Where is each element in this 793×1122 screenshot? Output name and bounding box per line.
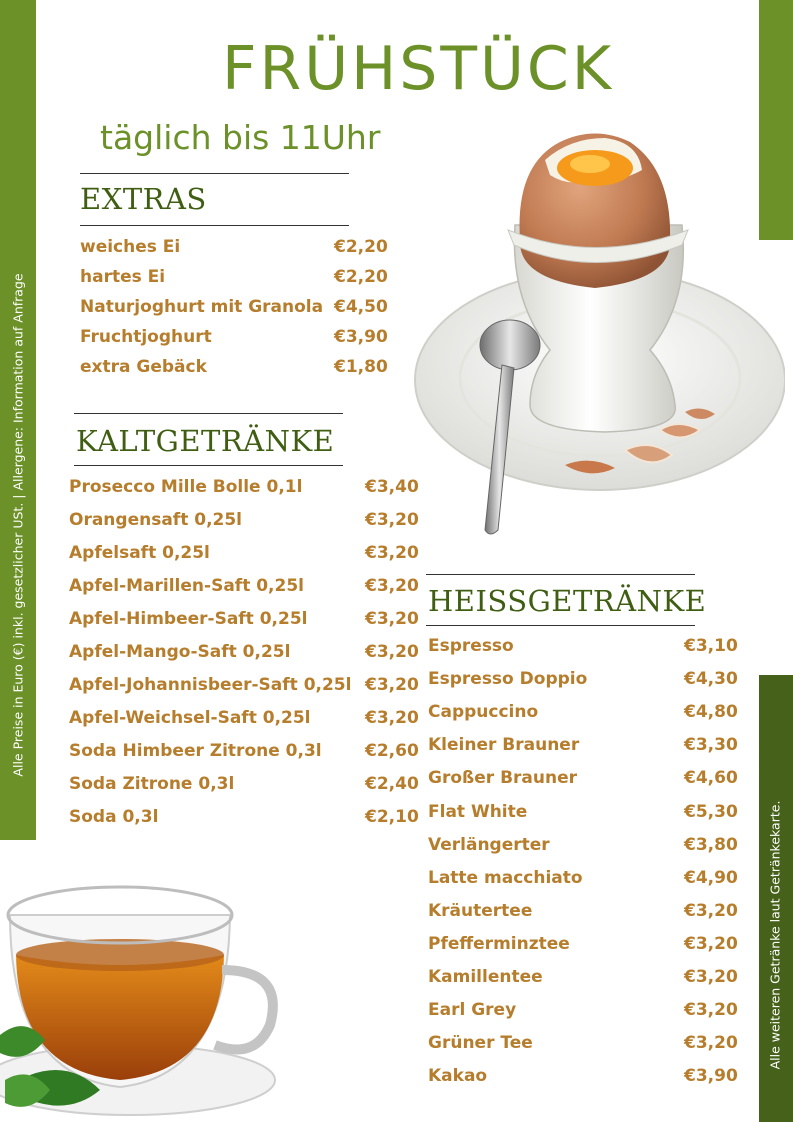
kalt-item-price: €2,40 xyxy=(365,774,419,794)
tea-cup-illustration xyxy=(0,875,290,1122)
heiss-item-price: €3,20 xyxy=(684,900,738,921)
heiss-item-name: Espresso xyxy=(428,636,514,656)
heiss-item-price: €3,20 xyxy=(684,1000,738,1021)
boiled-egg-illustration xyxy=(410,130,785,540)
heiss-item-price: €3,20 xyxy=(684,933,738,954)
extras-item-price: €3,90 xyxy=(334,327,388,347)
kalt-item-price: €3,20 xyxy=(365,510,419,530)
kalt-item-price: €2,60 xyxy=(365,741,419,761)
heiss-item-name: Großer Brauner xyxy=(428,768,578,789)
heiss-item-price: €3,10 xyxy=(684,636,738,656)
heiss-item-name: Kakao xyxy=(428,1066,488,1087)
extras-rule-bottom xyxy=(80,225,349,226)
kalt-item-price: €3,20 xyxy=(365,675,419,695)
heiss-item-name: Flat White xyxy=(428,801,528,822)
extras-item-price: €4,50 xyxy=(334,297,388,317)
heiss-item-price: €3,30 xyxy=(684,735,738,756)
kalt-item-price: €3,40 xyxy=(365,477,419,497)
menu-subtitle: täglich bis 11Uhr xyxy=(100,118,381,157)
heiss-item-price: €3,20 xyxy=(684,1033,738,1054)
extras-item-price: €2,20 xyxy=(334,237,388,257)
kalt-rule-bottom xyxy=(74,465,343,466)
kalt-item-name: Soda Zitrone 0,3l xyxy=(69,774,235,794)
price-allergen-note: Alle Preise in Euro (€) inkl. gesetzlicher USt. | Allergene: Information auf Anfrage xyxy=(10,273,26,777)
kalt-item-price: €3,20 xyxy=(365,543,419,563)
heiss-item-price: €4,80 xyxy=(684,702,738,723)
heiss-item-price: €3,90 xyxy=(684,1066,738,1087)
kalt-item-name: Prosecco Mille Bolle 0,1l xyxy=(69,477,303,497)
heiss-rule-top xyxy=(426,574,695,575)
extras-item-name: Fruchtjoghurt xyxy=(80,327,212,347)
extras-title: EXTRAS xyxy=(80,182,207,216)
kalt-item-name: Apfelsaft 0,25l xyxy=(69,543,210,563)
heiss-item-price: €5,30 xyxy=(684,801,738,822)
extras-item-price: €1,80 xyxy=(334,357,388,377)
extras-item-name: weiches Ei xyxy=(80,237,181,257)
kalt-item-name: Orangensaft 0,25l xyxy=(69,510,243,530)
heiss-item-price: €3,20 xyxy=(684,967,738,987)
extras-item-price: €2,20 xyxy=(334,267,388,287)
heiss-item-price: €4,60 xyxy=(684,768,738,789)
kalt-title: KALTGETRÄNKE xyxy=(76,424,335,458)
heiss-item-name: Cappuccino xyxy=(428,702,539,723)
kalt-item-name: Apfel-Weichsel-Saft 0,25l xyxy=(69,708,311,728)
extras-item-name: hartes Ei xyxy=(80,267,166,287)
extras-item-name: Naturjoghurt mit Granola xyxy=(80,297,324,317)
heiss-item-name: Verlängerter xyxy=(428,834,550,855)
heiss-item-price: €4,30 xyxy=(684,669,738,690)
kalt-item-name: Apfel-Himbeer-Saft 0,25l xyxy=(69,609,308,629)
kalt-item-name: Apfel-Johannisbeer-Saft 0,25l xyxy=(69,675,352,695)
menu-title: FRÜHSTÜCK xyxy=(222,34,615,104)
kalt-item-name: Soda Himbeer Zitrone 0,3l xyxy=(69,741,322,761)
kalt-item-price: €3,20 xyxy=(365,642,419,662)
kalt-item-price: €3,20 xyxy=(365,708,419,728)
extras-rule-top xyxy=(80,173,349,174)
heiss-item-name: Kamillentee xyxy=(428,967,543,987)
kalt-item-name: Apfel-Marillen-Saft 0,25l xyxy=(69,576,305,596)
kalt-item-price: €3,20 xyxy=(365,576,419,596)
kalt-item-name: Soda 0,3l xyxy=(69,807,159,827)
kalt-item-price: €2,10 xyxy=(365,807,419,827)
kalt-item-name: Apfel-Mango-Saft 0,25l xyxy=(69,642,291,662)
heiss-rule-bottom xyxy=(426,625,695,626)
heiss-item-name: Grüner Tee xyxy=(428,1033,533,1054)
more-drinks-note: Alle weiteren Getränke laut Getränkekarte. xyxy=(767,800,783,1070)
heiss-item-price: €3,80 xyxy=(684,834,738,855)
heiss-item-price: €4,90 xyxy=(684,867,738,888)
heiss-title: HEISSGETRÄNKE xyxy=(428,584,707,618)
heiss-item-name: Pfefferminztee xyxy=(428,933,570,954)
heiss-item-name: Kleiner Brauner xyxy=(428,735,580,756)
heiss-item-name: Espresso Doppio xyxy=(428,669,588,690)
kalt-item-price: €3,20 xyxy=(365,609,419,629)
heiss-item-name: Latte macchiato xyxy=(428,867,583,888)
heiss-item-name: Kräutertee xyxy=(428,900,533,921)
extras-item-name: extra Gebäck xyxy=(80,357,207,377)
kalt-rule-top xyxy=(74,413,343,414)
heiss-item-name: Earl Grey xyxy=(428,1000,517,1021)
